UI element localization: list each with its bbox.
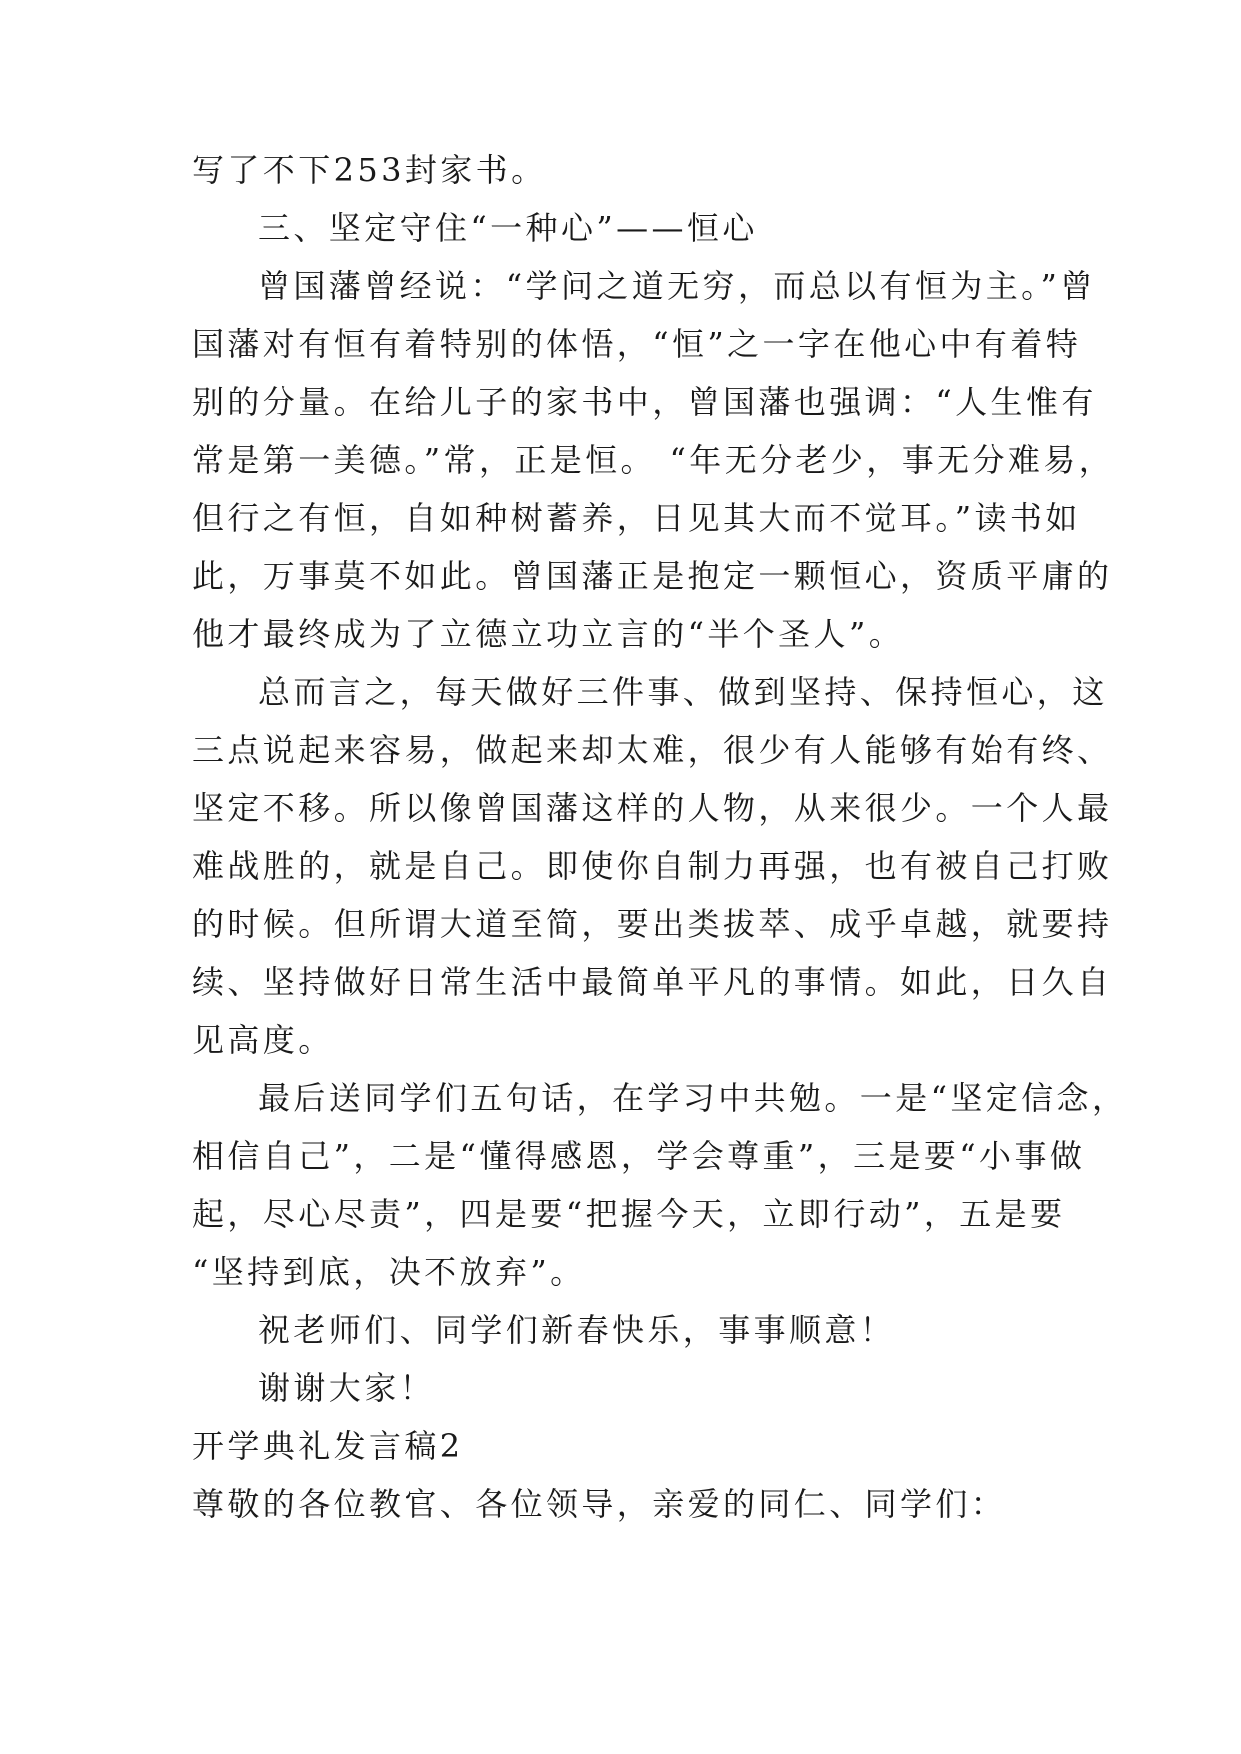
paragraph-line: 起，尽心尽责”，四是要“把握今天，立即行动”，五是要 (192, 1195, 1066, 1233)
paragraph-line: “坚持到底，决不放弃”。 (192, 1253, 586, 1291)
greeting-line: 祝老师们、同学们新春快乐，事事顺意！ (258, 1311, 896, 1349)
paragraph-line: 国藩对有恒有着特别的体悟，“恒”之一字在他心中有着特 (192, 325, 1082, 363)
section-heading: 三、坚定守住“一种心”——恒心 (258, 209, 758, 247)
closing-line: 谢谢大家！ (258, 1369, 436, 1407)
paragraph-line: 最后送同学们五句话，在学习中共勉。一是“坚定信念， (258, 1079, 1128, 1117)
paragraph-line: 坚定不移。所以像曾国藩这样的人物，从来很少。一个人最 (192, 789, 1113, 827)
paragraph-line: 写了不下253封家书。 (192, 151, 547, 189)
paragraph-line: 但行之有恒，自如种树蓄养，日见其大而不觉耳。”读书如 (192, 499, 1081, 537)
paragraph-line: 常是第一美德。”常，正是恒。 “年无分老少，事无分难易， (192, 441, 1115, 479)
paragraph-line: 他才最终成为了立德立功立言的“半个圣人”。 (192, 615, 905, 653)
paragraph-line: 别的分量。在给儿子的家书中，曾国藩也强调：“人生惟有 (192, 383, 1097, 421)
paragraph-line: 曾国藩曾经说：“学问之道无穷，而总以有恒为主。”曾 (258, 267, 1096, 305)
paragraph-line: 见高度。 (192, 1021, 334, 1059)
paragraph-line: 难战胜的，就是自己。即使你自制力再强，也有被自己打败 (192, 847, 1113, 885)
salutation-line: 尊敬的各位教官、各位领导，亲爱的同仁、同学们： (192, 1485, 1007, 1523)
paragraph-line: 三点说起来容易，做起来却太难，很少有人能够有始有终、 (192, 731, 1113, 769)
paragraph-line: 此，万事莫不如此。曾国藩正是抱定一颗恒心，资质平庸的 (192, 557, 1113, 595)
paragraph-line: 的时候。但所谓大道至简，要出类拔萃、成乎卓越，就要持 (192, 905, 1113, 943)
paragraph-line: 总而言之，每天做好三件事、做到坚持、保持恒心，这 (258, 673, 1108, 711)
paragraph-line: 续、坚持做好日常生活中最简单平凡的事情。如此，日久自 (192, 963, 1113, 1001)
document-title: 开学典礼发言稿2 (192, 1427, 464, 1465)
paragraph-line: 相信自己”，二是“懂得感恩，学会尊重”，三是要“小事做 (192, 1137, 1086, 1175)
